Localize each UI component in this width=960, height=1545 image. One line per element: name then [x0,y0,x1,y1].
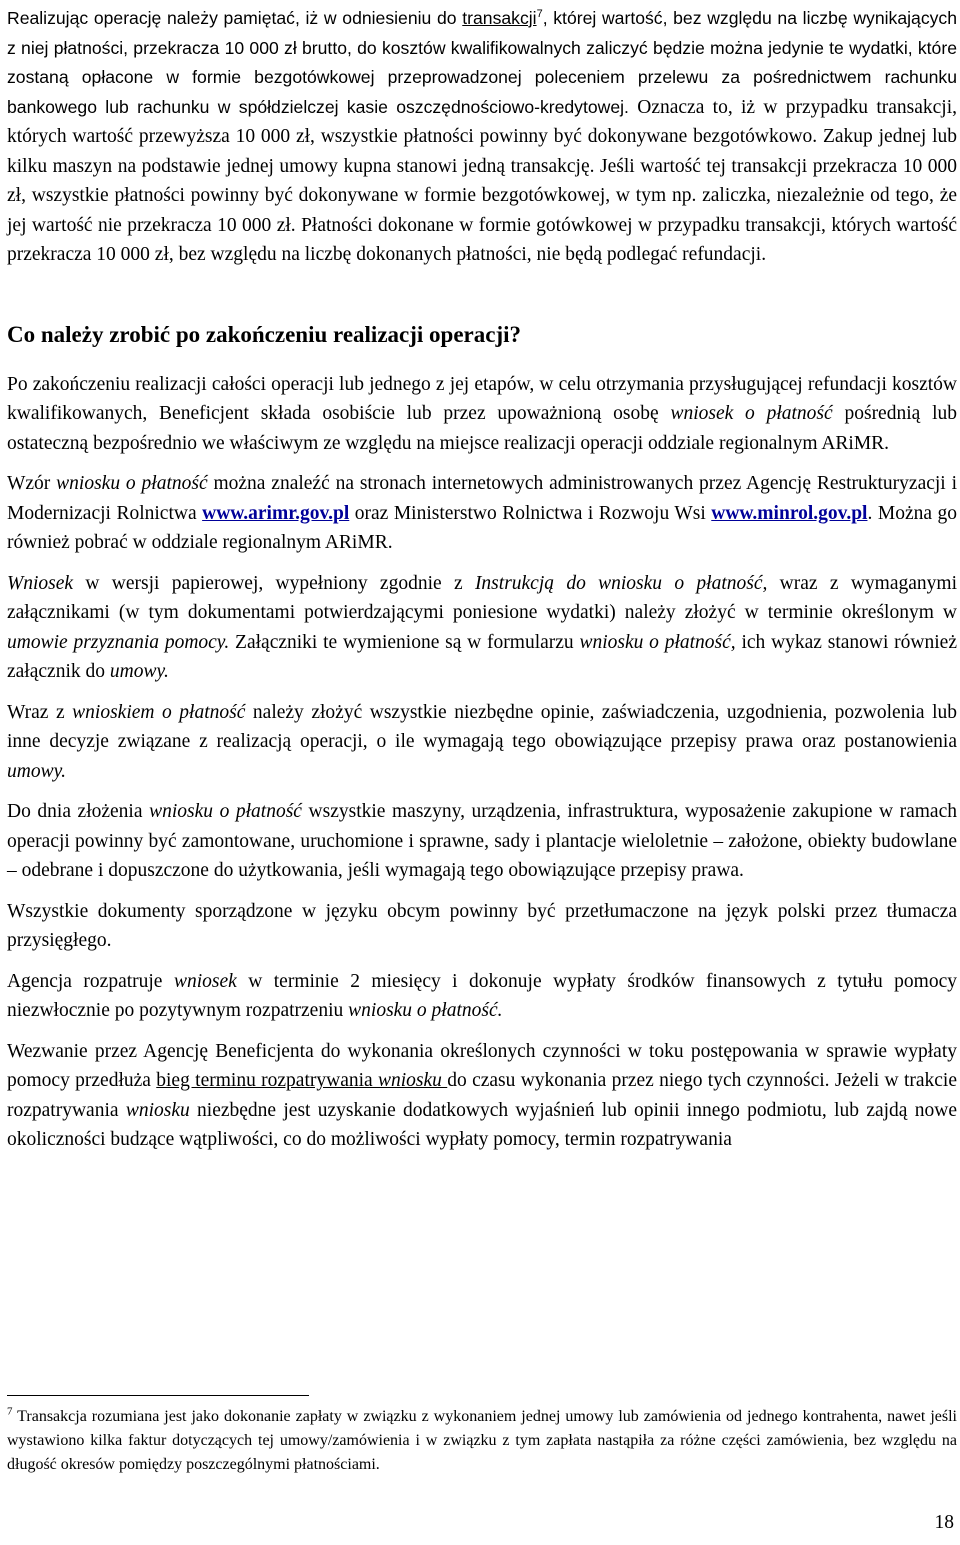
section-heading: Co należy zrobić po zakończeniu realizacji operacji? [7,321,521,347]
intro-text: Jeśli wartość tej transakcji przekracza 10 000 zł, wszystkie płatności powinny być dokonywane w formie bezgotówkowej, w tym np. zaliczka, niezależnie od tego, że jej wartość nie przekracza 10 000 zł. [7,155,957,236]
paragraph: Wniosek w wersji papierowej, wypełniony zgodnie z Instrukcją do wniosku o płatność, wraz z wymaganymi załącznikami (w tym dokumentami potwierdzającymi poniesione wydatki) należy złożyć w terminie określonym w umowie przyznania pomocy. Załączniki te wymienione są w formularzu wniosku o płatność, ich wykaz stanowi również załącznik do umowy. [7,572,957,682]
footnote-number: 7 [7,1405,13,1418]
intro-text: Oznacza to, iż w przypadku transakcji, których wartość przewyższa 10 000 zł, wszystkie płatności powinny być dokonywane bezgotówkowo. [7,96,957,147]
footnote-separator [7,1395,309,1396]
intro-text: , której wartość, bez względu na liczbę wynikających z niej płatności, przekracza 10 000 zł brutto, do kosztów kwalifikowalnych zaliczyć będzie można jedynie te wydatki, które zostaną opłacone w formie bezgotówkowej przeprowadzonej poleceniem przelewu za pośrednictwem rachunku bankowego lub rachunku w spółdzielczej kasie oszczędnościowo-kredytowej. [7,8,957,117]
intro-text: Płatności dokonane w formie gotówkowej w przypadku transakcji, których wartość przekracza 10 000 zł, bez względu na liczbę dokonanych płatności, nie będą podlegać refundacji. [7,214,957,265]
page-number: 18 [934,1512,954,1533]
transakcji-link[interactable]: transakcji [462,8,537,28]
paragraph: Wszystkie dokumenty sporządzone w języku obcym powinny być przetłumaczone na język polski przez tłumacza przysięgłego. [7,900,957,951]
intro-text: Zakup jednej lub kilku maszyn na podstawie jednej umowy kupna stanowi jedną transakcję. [7,126,957,177]
minrol-link[interactable]: www.minrol.gov.pl [711,502,868,524]
arimr-link[interactable]: www.arimr.gov.pl [202,502,350,524]
paragraph: Wzór wniosku o płatność można znaleźć na stronach internetowych administrowanych przez Agencję Restrukturyzacji i Modernizacji Rolnictwa www.arimr.gov.pl oraz Ministerstwo Rolnictwa i Rozwoju Wsi www.minrol.gov.pl. Można go również pobrać w oddziale regionalnym ARiMR. [7,473,957,553]
intro-text: Realizując operację należy pamiętać, iż w odniesieniu do [7,8,463,28]
footnote-ref[interactable]: 7 [536,8,543,21]
footnote-text: Transakcja rozumiana jest jako dokonanie zapłaty w związku z wykonaniem jednej umowy lub zamówienia od jednego kontrahenta, nawet jeśli wystawiono kilka faktur dotyczących tej umowy/zamówienia i w związku z tym zapłata nastąpiła za różne części zamówienia, bez względu na długość okresów pomiędzy poszczególnymi płatnościami. [7,1408,957,1473]
paragraph: Wezwanie przez Agencję Beneficjenta do wykonania określonych czynności w toku postępowania w sprawie wypłaty pomocy przedłuża bieg terminu rozpatrywania wniosku do czasu wykonania przez niego tych czynności. Jeżeli w trakcie rozpatrywania wniosku niezbędne jest uzyskanie dodatkowych wyjaśnień lub opinii innego podmiotu, lub zajdą nowe okoliczności budzące wątpliwości, co do możliwości wypłaty pomocy, termin rozpatrywania [7,1040,958,1150]
paragraph: Agencja rozpatruje wniosek w terminie 2 miesięcy i dokonuje wypłaty środków finansowych z tytułu pomocy niezwłocznie po pozytywnym rozpatrzeniu wniosku o płatność. [7,970,957,1021]
intro-paragraph [7,4,957,270]
document-page [7,4,957,1166]
footnote [7,1405,957,1477]
paragraph: Do dnia złożenia wniosku o płatność wszystkie maszyny, urządzenia, infrastruktura, wyposażenie zakupione w ramach operacji powinny być zamontowane, uruchomione i sprawne, sady i plantacje wieloletnie – założone, obiekty budowlane – odebrane i dopuszczone do użytkowania, jeśli wymagają tego obowiązujące przepisy prawa. [7,801,957,881]
paragraph: Wraz z wnioskiem o płatność należy złożyć wszystkie niezbędne opinie, zaświadczenia, uzgodnienia, pozwolenia lub inne decyzje związane z realizacją operacji, o ile wymagają tego obowiązujące przepisy prawa oraz postanowienia umowy. [7,701,957,782]
paragraph: Po zakończeniu realizacji całości operacji lub jednego z jej etapów, w celu otrzymania przysługującej refundacji kosztów kwalifikowanych, Beneficjent składa osobiście lub przez upoważnioną osobę wniosek o płatność pośrednią lub ostateczną bezpośrednio we właściwym ze względu na miejsce realizacji operacji oddziale regionalnym ARiMR. [7,373,957,454]
